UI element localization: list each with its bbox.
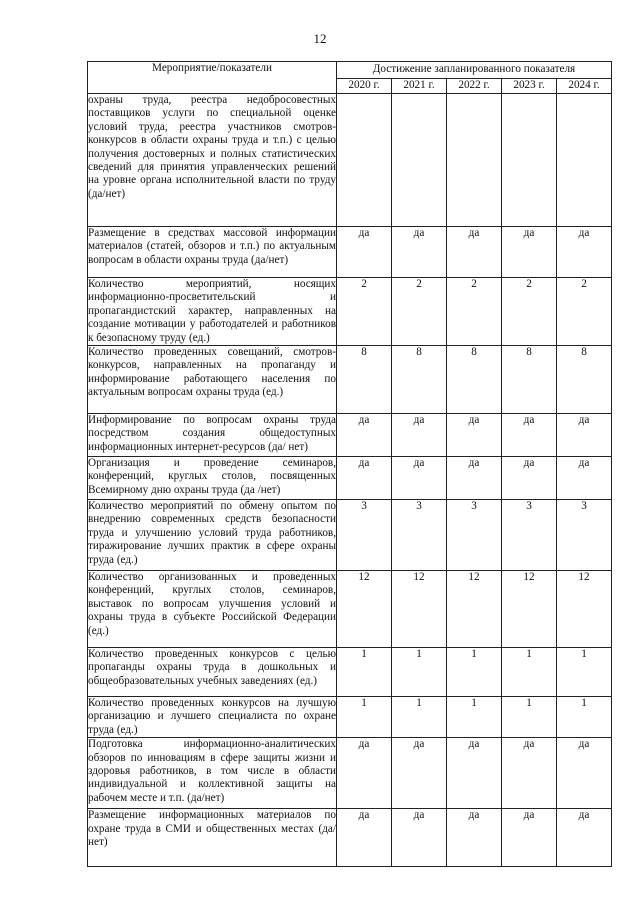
value-cell: да [392, 414, 447, 457]
value-cell [447, 94, 502, 227]
value-cell: да [337, 457, 392, 500]
value-cell: да [557, 809, 612, 867]
activity-cell: Подготовка информационно-аналитических обзоров по инновациям в сфере защиты жизни и здоровья работников, в том числе в области индивидуальной и коллективной защиты на рабочем месте и т.п. (да/нет) [88, 738, 337, 809]
value-cell: да [392, 809, 447, 867]
value-cell: 12 [447, 571, 502, 648]
value-cell: 2 [337, 278, 392, 346]
value-cell: 8 [392, 346, 447, 414]
value-cell: да [447, 738, 502, 809]
value-cell: 1 [557, 697, 612, 738]
table-row [88, 648, 612, 697]
year-header: 2020 г. [337, 78, 392, 93]
value-cell: 12 [392, 571, 447, 648]
value-cell: да [392, 457, 447, 500]
header-row-1 [88, 62, 612, 79]
activity-column-header: Мероприятие/показатели [88, 62, 337, 94]
activity-cell: Количество организованных и проведенных конференций, круглых столов, семинаров, выставок по вопросам улучшения условий и охраны труда в субъекте Российской Федерации (ед.) [88, 571, 337, 648]
activity-cell: Организация и проведение семинаров, конференций, круглых столов, посвященных Всемирному дню охраны труда (да /нет) [88, 457, 337, 500]
table-row [88, 414, 612, 457]
value-cell: да [447, 457, 502, 500]
activity-cell: Размещение информационных материалов по охране труда в СМИ и общественных местах (да/нет) [88, 809, 337, 867]
value-cell: 12 [337, 571, 392, 648]
table-row [88, 227, 612, 278]
value-cell: 1 [337, 697, 392, 738]
year-header: 2022 г. [447, 78, 502, 93]
value-cell: 3 [337, 500, 392, 571]
value-cell: 1 [447, 648, 502, 697]
year-header: 2023 г. [502, 78, 557, 93]
value-cell: да [337, 809, 392, 867]
value-cell: да [392, 227, 447, 278]
value-cell: 3 [447, 500, 502, 571]
value-cell: 1 [337, 648, 392, 697]
value-cell: да [502, 414, 557, 457]
table-row [88, 809, 612, 867]
value-cell: 3 [502, 500, 557, 571]
value-cell: 1 [447, 697, 502, 738]
table-row [88, 457, 612, 500]
value-cell: да [337, 738, 392, 809]
value-cell: 2 [502, 278, 557, 346]
activity-cell: Количество проведенных конкурсов с целью пропаганды охраны труда в дошкольных и общеобразовательных учебных заведениях (ед.) [88, 648, 337, 697]
page-number: 12 [313, 31, 327, 46]
activity-cell: Количество мероприятий по обмену опытом по внедрению современных средств безопасности труда и улучшению условий труда работников, тиражирование лучших практик в сфере охраны труда (ед.) [88, 500, 337, 571]
value-cell [557, 94, 612, 227]
value-cell: 1 [392, 648, 447, 697]
value-cell: да [557, 227, 612, 278]
value-cell: да [557, 457, 612, 500]
value-cell: да [502, 738, 557, 809]
table-row [88, 346, 612, 414]
year-header: 2021 г. [392, 78, 447, 93]
value-cell: да [392, 738, 447, 809]
value-cell: да [557, 414, 612, 457]
value-cell: 12 [502, 571, 557, 648]
activity-cell: Количество проведенных совещаний, смотров-конкурсов, направленных на пропаганду и информирование работающего населения по актуальным вопросам охраны труда (ед.) [88, 346, 337, 414]
value-cell: да [447, 414, 502, 457]
value-cell: да [337, 414, 392, 457]
value-cell: 2 [447, 278, 502, 346]
value-cell: да [502, 457, 557, 500]
activity-cell: охраны труда, реестра недобросовестных поставщиков услуги по специальной оценке условий труда, реестра участников смотров-конкурсов в области охраны труда и т.п.) с целью получения достоверных и полных статистических сведений для принятия управленческих решений на уровне органа исполнительной власти по труду (да/нет) [88, 94, 337, 227]
table-row [88, 500, 612, 571]
activity-cell: Количество мероприятий, носящих информационно-просветительский и пропагандистский характер, направленных на создание мотивации у работодателей и работников к безопасному труду (ед.) [88, 278, 336, 344]
value-cell: да [337, 227, 392, 278]
value-cell [502, 94, 557, 227]
value-cell: 1 [502, 697, 557, 738]
table-body [88, 94, 612, 867]
value-cell: 2 [557, 278, 612, 346]
activities-table [87, 61, 612, 867]
value-cell: 3 [557, 500, 612, 571]
activity-cell: Размещение в средствах массовой информации материалов (статей, обзоров и т.п.) по актуальным вопросам в области охраны труда (да/нет) [88, 227, 337, 278]
table-row [88, 278, 612, 346]
activity-cell: Информирование по вопросам охраны труда посредством создания общедоступных информационных интернет-ресурсов (да/ нет) [88, 414, 337, 457]
value-cell [337, 94, 392, 227]
table-row [88, 94, 612, 227]
value-cell: да [502, 809, 557, 867]
value-cell: 12 [557, 571, 612, 648]
value-cell: да [447, 227, 502, 278]
value-cell: 8 [502, 346, 557, 414]
value-cell: да [447, 809, 502, 867]
value-cell: 2 [392, 278, 447, 346]
value-cell: да [502, 227, 557, 278]
value-cell: 8 [337, 346, 392, 414]
value-cell: 1 [392, 697, 447, 738]
value-cell: 1 [502, 648, 557, 697]
value-cell: 3 [392, 500, 447, 571]
year-header: 2024 г. [557, 78, 612, 93]
value-cell: да [557, 738, 612, 809]
value-cell [392, 94, 447, 227]
value-cell: 1 [557, 648, 612, 697]
table-row [88, 697, 612, 738]
value-cell: 8 [447, 346, 502, 414]
table-row [88, 571, 612, 648]
table-row [88, 738, 612, 809]
achievement-group-header: Достижение запланированного показателя [337, 62, 612, 79]
activity-cell: Количество проведенных конкурсов на лучшую организацию и лучшего специалиста по охране труда (ед.) [88, 697, 336, 736]
value-cell: 8 [557, 346, 612, 414]
